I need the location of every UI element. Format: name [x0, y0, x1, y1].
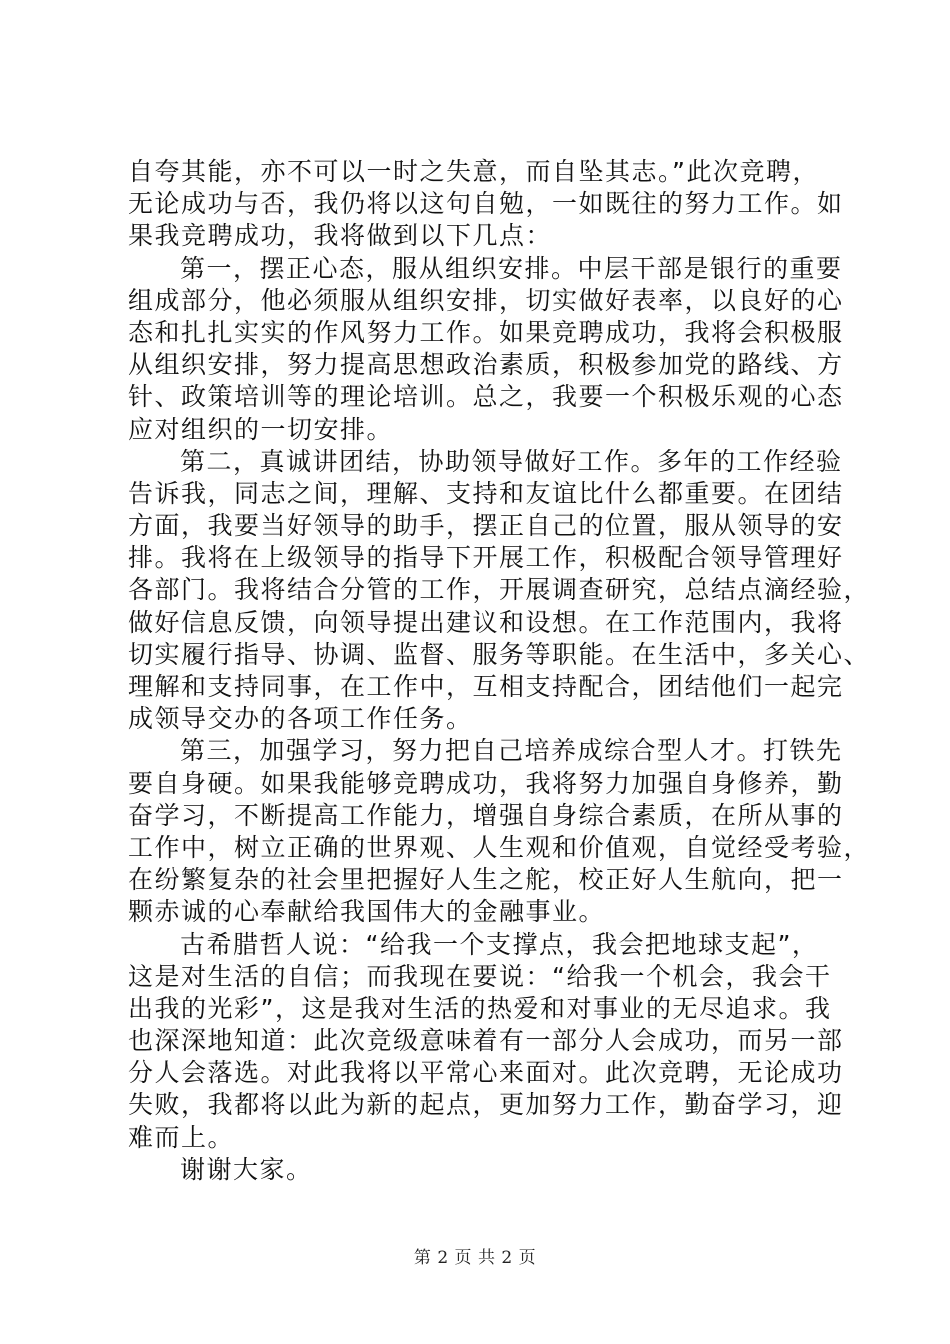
document-body — [128, 156, 871, 1186]
text-line: 自夸其能，亦不可以一时之失意，而自坠其志。”此次竞聘， — [128, 157, 819, 186]
text-line: 难而上。 — [128, 1122, 235, 1152]
text-line: 从组织安排，努力提高思想政治素质，积极参加党的路线、方 — [128, 350, 844, 380]
text-line: 无论成功与否，我仍将以这句自勉，一如既往的努力工作。如 — [128, 189, 844, 219]
text-line: 做好信息反馈，向领导提出建议和设想。在工作范围内，我将 — [128, 607, 844, 637]
text-line: 果我竞聘成功，我将做到以下几点： — [128, 221, 553, 251]
text-line: 成领导交办的各项工作任务。 — [128, 704, 473, 734]
text-line: 谢谢大家。 — [180, 1154, 313, 1184]
text-line: 古希腊哲人说：“给我一个支撑点，我会把地球支起”， — [180, 929, 819, 959]
text-line: 颗赤诚的心奉献给我国伟大的金融事业。 — [128, 897, 606, 927]
text-line: 第二，真诚讲团结，协助领导做好工作。多年的工作经验 — [180, 446, 843, 476]
text-line: 理解和支持同事，在工作中，互相支持配合，团结他们一起完 — [128, 672, 844, 701]
text-line: 工作中，树立正确的世界观、人生观和价值观，自觉经受考验， — [128, 832, 871, 862]
text-line: 针、政策培训等的理论培训。总之，我要一个积极乐观的心态 — [128, 382, 844, 412]
text-line: 分人会落选。对此我将以平常心来面对。此次竞聘，无论成功 — [128, 1058, 844, 1088]
text-line: 排。我将在上级领导的指导下开展工作，积极配合领导管理好 — [128, 543, 844, 573]
text-line: 失败，我都将以此为新的起点，更加努力工作，勤奋学习，迎 — [128, 1090, 844, 1120]
text-line: 要自身硬。如果我能够竞聘成功，我将努力加强自身修养，勤 — [128, 768, 844, 798]
text-line: 也深深地知道：此次竞级意味着有一部分人会成功，而另一部 — [128, 1026, 844, 1056]
text-line: 出我的光彩”，这是我对生活的热爱和对事业的无尽追求。我 — [128, 993, 832, 1023]
text-line: 这是对生活的自信；而我现在要说：“给我一个机会，我会干 — [128, 961, 832, 991]
text-line: 第一，摆正心态，服从组织安排。中层干部是银行的重要 — [180, 253, 843, 283]
text-line: 第三，加强学习，努力把自己培养成综合型人才。打铁先 — [180, 736, 843, 766]
text-line: 应对组织的一切安排。 — [128, 414, 394, 444]
text-line: 在纷繁复杂的社会里把握好人生之舵，校正好人生航向，把一 — [128, 865, 844, 895]
text-line: 组成部分，他必须服从组织安排，切实做好表率，以良好的心 — [128, 285, 844, 315]
text-line: 各部门。我将结合分管的工作，开展调查研究，总结点滴经验， — [128, 575, 871, 605]
page-footer: 第 2 页 共 2 页 — [413, 1248, 537, 1268]
text-line: 方面，我要当好领导的助手，摆正自己的位置，服从领导的安 — [128, 511, 844, 541]
text-line: 奋学习，不断提高工作能力，增强自身综合素质，在所从事的 — [128, 800, 844, 830]
text-line: 态和扎扎实实的作风努力工作。如果竞聘成功，我将会积极服 — [128, 317, 844, 347]
text-line: 告诉我，同志之间，理解、支持和友谊比什么都重要。在团结 — [128, 478, 844, 508]
text-line: 切实履行指导、协调、监督、服务等职能。在生活中，多关心、 — [128, 639, 871, 669]
